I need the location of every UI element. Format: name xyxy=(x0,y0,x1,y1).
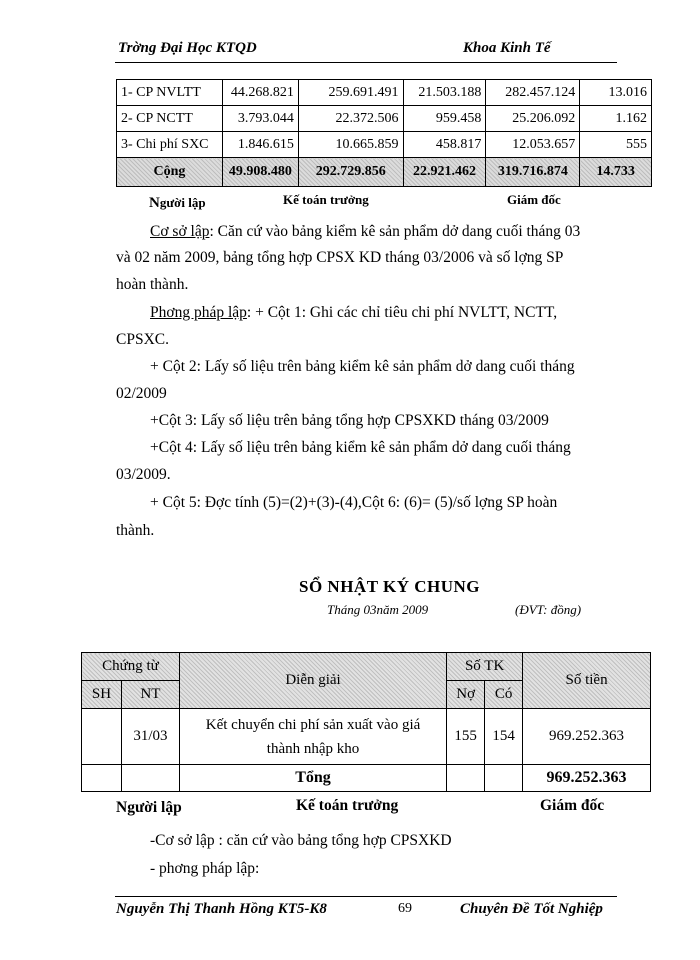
table-row xyxy=(117,132,652,158)
method-line: thành. xyxy=(116,522,155,539)
col-description: Diễn giải xyxy=(179,653,446,709)
footer-rule xyxy=(115,896,617,897)
cell: 21.503.188 xyxy=(403,80,486,106)
col-credit: Có xyxy=(485,681,523,709)
method-line: 02/2009 xyxy=(116,385,167,402)
cell: 1.846.615 xyxy=(222,132,298,158)
cell-sh xyxy=(82,709,122,765)
basis-line: Cơ sở lập: Căn cứ vào bảng kiểm kê sản phẩm dở dang cuối tháng 03 xyxy=(150,223,581,240)
cell-amount: 969.252.363 xyxy=(523,709,651,765)
cell: 22.372.506 xyxy=(298,106,403,132)
cell: 1.162 xyxy=(580,106,652,132)
total-amount: 969.252.363 xyxy=(523,765,651,792)
journal-table xyxy=(81,652,651,792)
header-rule xyxy=(115,62,617,63)
table-row xyxy=(117,106,652,132)
cost-table xyxy=(116,79,652,187)
accountant-signature-2: Kế toán trưởng xyxy=(296,797,399,814)
total-label: Cộng xyxy=(117,158,223,187)
row-label: 1- CP NVLTT xyxy=(117,80,223,106)
total-label: Tổng xyxy=(179,765,446,792)
director-signature: Giám đốc xyxy=(507,192,561,207)
col-voucher: Chứng từ xyxy=(82,653,180,681)
method-line: + Cột 5: Đợc tính (5)=(2)+(3)-(4),Cột 6: (6)= (5)/số lợng SP hoàn xyxy=(150,494,558,511)
footer-author: Nguyễn Thị Thanh Hồng KT5-K8 xyxy=(116,901,327,917)
cell-credit: 154 xyxy=(485,709,523,765)
row-label: 2- CP NCTT xyxy=(117,106,223,132)
total-cell: 49.908.480 xyxy=(222,158,298,187)
method-line: Phơng pháp lập: + Cột 1: Ghi các chỉ tiêu chi phí NVLTT, NCTT, xyxy=(150,304,558,321)
method-line: +Cột 4: Lấy số liệu trên bảng kiểm kê sản phẩm dở dang cuối tháng xyxy=(150,439,571,456)
cell: 25.206.092 xyxy=(486,106,580,132)
total-cell: 14.733 xyxy=(580,158,652,187)
header-school: Trờng Đại Học KTQD xyxy=(118,40,257,56)
cell: 959.458 xyxy=(403,106,486,132)
cell-description: Kết chuyển chi phí sản xuất vào giá thành nhập kho xyxy=(179,709,446,765)
journal-title: SỔ NHẬT KÝ CHUNG xyxy=(299,577,481,596)
header-faculty: Khoa Kinh Tế xyxy=(463,40,551,56)
method-line: +Cột 3: Lấy số liệu trên bảng tổng hợp CPSXKD tháng 03/2009 xyxy=(150,412,549,429)
cell: 12.053.657 xyxy=(486,132,580,158)
cell-nt: 31/03 xyxy=(121,709,179,765)
row-label: 3- Chi phí SXC xyxy=(117,132,223,158)
total-row xyxy=(117,158,652,187)
col-amount: Số tiền xyxy=(523,653,651,709)
preparer-signature-2: Người lập xyxy=(116,799,182,816)
table-row xyxy=(117,80,652,106)
col-sh: SH xyxy=(82,681,122,709)
journal-unit: (ĐVT: đồng) xyxy=(515,602,582,617)
preparer-signature: Người lập xyxy=(149,195,206,211)
cell: 10.665.859 xyxy=(298,132,403,158)
cell: 555 xyxy=(580,132,652,158)
journal-month: Tháng 03năm 2009 xyxy=(327,602,429,617)
basis-line: và 02 năm 2009, bảng tổng hợp CPSX KD tháng 03/2006 và số lợng SP xyxy=(116,249,564,266)
total-cell: 22.921.462 xyxy=(403,158,486,187)
col-debit: Nợ xyxy=(447,681,485,709)
cell: 13.016 xyxy=(580,80,652,106)
total-cell: 292.729.856 xyxy=(298,158,403,187)
cell: 282.457.124 xyxy=(486,80,580,106)
cell: 458.817 xyxy=(403,132,486,158)
table-row xyxy=(82,709,651,765)
director-signature-2: Giám đốc xyxy=(540,797,605,814)
page-number: 69 xyxy=(398,901,412,916)
table-header-row xyxy=(82,653,651,681)
footer-title: Chuyên Đề Tốt Nghiệp xyxy=(460,901,603,917)
method-line: 03/2009. xyxy=(116,466,171,483)
basis2-line: -Cơ sở lập : căn cứ vào bảng tổng hợp CPSXKD xyxy=(150,832,452,849)
basis2-line: - phơng pháp lập: xyxy=(150,860,260,877)
cell-debit: 155 xyxy=(447,709,485,765)
accountant-signature: Kế toán trưởng xyxy=(283,192,369,207)
method-line: + Cột 2: Lấy số liệu trên bảng kiểm kê sản phẩm dở dang cuối tháng xyxy=(150,358,575,375)
col-nt: NT xyxy=(121,681,179,709)
cell: 259.691.491 xyxy=(298,80,403,106)
col-account: Số TK xyxy=(447,653,523,681)
basis-line: hoàn thành. xyxy=(116,276,189,293)
total-row xyxy=(82,765,651,792)
total-cell: 319.716.874 xyxy=(486,158,580,187)
method-line: CPSXC. xyxy=(116,331,169,348)
cell: 3.793.044 xyxy=(222,106,298,132)
cell: 44.268.821 xyxy=(222,80,298,106)
